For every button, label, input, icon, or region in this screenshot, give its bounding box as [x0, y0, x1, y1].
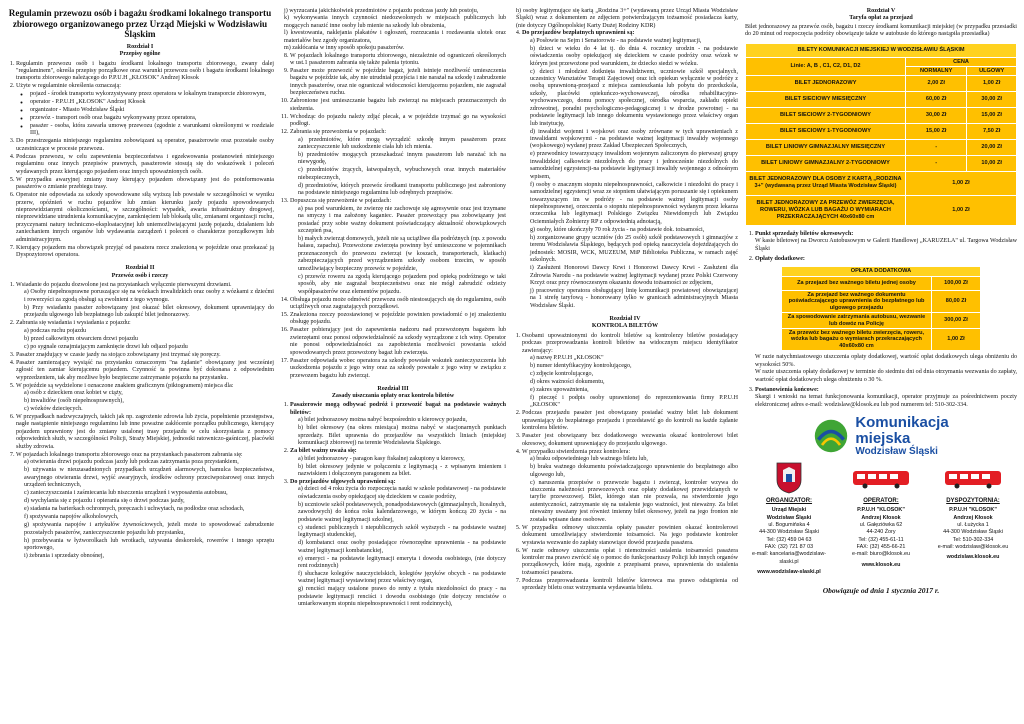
- definition-item: ◦ pojazd - środek transportu wykorzystywany przez operatora w lokalnym transporcie zbiorowym,: [30, 91, 274, 98]
- sub-item: g) spożywania napojów i artykułów żywnościowych, jeżeli może to spowodować zabrudzenie pozostałych pasażerów, zanieczyszczenie pojazdu lub przystanku,: [24, 522, 274, 536]
- sub-list: [290, 486, 506, 608]
- list-item: 7. Kierujący pojazdem ma obowiązek przyjąć od pasażera rzecz znalezioną w pojeździe oraz przekazać ją Dyspozytorowi operatora.: [16, 245, 274, 260]
- list-item: 8. W pojazdach lokalnego transportu zbiorowego, niezależnie od ograniczeń określonych w ust.1 pasażerom zabrania się także palenia tytoniu.: [290, 53, 506, 68]
- org-name: Urząd Miejski: [771, 507, 807, 514]
- list-item: [290, 402, 506, 447]
- table-row: [746, 155, 1017, 171]
- fare-normal: 2,00 Zł: [906, 75, 967, 91]
- fare-name: BILET LINIOWY GIMNAZJALNY MIESIĘCZNY: [746, 139, 906, 155]
- chapter-5-subtitle: Taryfa opłat za przejazd: [849, 15, 913, 22]
- sub-list: [290, 417, 506, 447]
- sub-item: d) wychylania się z pojazdu i opierania się o drzwi podczas jazdy,: [24, 498, 185, 505]
- list-item: 5. W przypadku odmowy uiszczenia opłaty pasażer powinien okazać kontrolerowi dokument umożliwiający stwierdzenie tożsamości. Na jego podstawie kontroler wystawia wezwanie do zapłaty stanowiące dowód przejazdu pasażera.: [522, 525, 738, 547]
- list-item: [16, 282, 274, 320]
- org-name-2: Andrzej Kłosok: [953, 514, 993, 521]
- org-phone: Tel: (32) 459 04 63: [766, 536, 812, 543]
- chapter-3-subtitle: Zasady uiszczania opłaty oraz kontrola biletów: [331, 393, 455, 399]
- fare-name: BILET SIECIOWY 2-TYGODNIOWY: [746, 107, 906, 123]
- sub-item: c) naruszenia przepisów o przewozie bagażu i zwierząt, kontroler wzywa do uiszczenia należności przewozowych oraz opłaty dodatkowej przewidzianych w taryfie przewozowej. Bilet, którego stan nie pozwala, na stwierdzenie jego autentyczności, zatrzymanie się na ustalenie jego ważności, jest nieważny. Za bilet nieważny uważany jest również imienny bilet okresowy, jeżeli na jego fronton nie została wpisane dane osobowe.: [530, 479, 738, 523]
- sub-item: b) przedmiotów mogących przeszkadzać innym pasażerom lub narażać ich na niewygodę,: [298, 151, 506, 166]
- surcharge-name: Za spowodowanie zatrzymania autobusu, wezwanie lub dowóz na Policję: [782, 313, 932, 329]
- fare-col-normal: NORMALNY: [906, 67, 967, 75]
- org-role: ORGANIZATOR:: [765, 498, 813, 505]
- chapter-5-heading: Rozdział V: [866, 8, 896, 14]
- surcharge-value: 1,00 Zł: [932, 329, 981, 351]
- fare-name: BILET SIECIOWY MIESIĘCZNY: [746, 91, 906, 107]
- org-phone: Tel: (32) 455-61-11: [858, 536, 904, 543]
- sub-item: f) spożywania napojów alkoholowych,: [24, 514, 119, 521]
- fare-reduced: 1,00 Zł: [967, 75, 1017, 91]
- list-item-text: Dopuszcza się przewożenie w pojazdach:: [290, 198, 392, 205]
- column-4: [745, 8, 1017, 720]
- sub-item: f) osoby o znacznym stopniu niepełnosprawności, całkowicie i niezdolni do pracy i samodzielnej egzystencji wraz ze stopniem ułatwiającym poruszanie się i opiekunem towarzyszącym im w podróży - na podstawie ważnej legitymacji osoby niepełnosprawnej, orzeczenia o stopniu niepełnosprawności wydanym przez lekarza orzecznika lub legitymacji Polskiego Związku Niewidomych lub Związku Ociemniałych Żołnierzy RP z odpowiednią adnotacją,: [530, 181, 738, 225]
- list-item-text: Osobami upoważnionymi do kontroli biletów są kontrolerzy biletów posiadający podczas przeprowadzania kontroli biletów na widocznym miejscu identyfikator zawierający:: [522, 332, 738, 354]
- discount-note: W razie natychmiastowego uiszczenia opłaty dodatkowej, wartość opłat dodatkowych ulega obniżeniu do wysokości 50%.: [755, 354, 1017, 368]
- list-item-text: Za bilet ważny uważa się:: [290, 448, 357, 455]
- sub-item: b) małych zwierząt domowych, jeżeli nie są uciążliwe dla podróżnych (np. z powodu hałasu, zapachu). Przewożone zwierzęta powinny być umieszczone w pojemnikach przeznaczonych do przewozu zwierząt (w koszach, transporterach, klatkach) zabezpieczających przed wyrządzeniem szkody osobom trzecim, w sposób umożliwiający bezpieczny przewóz w pojeździe,: [298, 236, 506, 272]
- sub-item: a) nazwę P.P.U.H „KŁOSOK": [530, 354, 604, 361]
- table-row: [746, 171, 1017, 195]
- sub-item: d) okres ważności dokumentu,: [530, 378, 605, 385]
- sub-item: d) kombatanci oraz osoby posiadające równorzędne uprawnienia - na podstawie ważnej legitymacji kombatanckiej,: [298, 540, 506, 554]
- list-item-text: Pasażerowie mogą odbywać podróż i przewozić bagaż na podstawie ważnych biletów:: [290, 402, 506, 416]
- org-address: ul. Łużycka 1: [957, 522, 989, 529]
- fare-table-lines: Linie: A, B , C1, C2, D1, D2: [746, 57, 906, 75]
- surcharge-value: 80,00 Zł: [932, 291, 981, 313]
- sub-item: d) inwalidzi wojenni i wojskowi oraz osoby zrównane w tych uprawnieniach z inwalidami wojskowymi - na podstawie ważnej legitymacji inwalidy wojennego (wojskowego) wydanej przez Zakład Ubezpieczeń Społecznych,: [530, 128, 738, 150]
- org-address: ul. Bogumińska 4: [768, 522, 810, 529]
- table-row: [782, 313, 981, 329]
- sub-list: [290, 456, 506, 479]
- logo-text-3: Wodzisław Śląski: [855, 445, 938, 457]
- list-item: [755, 256, 1017, 263]
- chapter-5-list: [745, 231, 1017, 264]
- dispatch-card: [929, 461, 1017, 576]
- list-item-text: Skargi i wnioski na temat funkcjonowania komunikacji, operator przyjmuje za pośrednictwem poczty elektronicznej adres e-mail: wodzislaw@klosok.eu lub pod numerem tel: 510-302-334.: [755, 394, 1017, 408]
- sub-list: [522, 38, 738, 311]
- surcharge-name: Za przewóz bez ważnego biletu zwierzęcia, roweru, wózka lub bagażu o wymiarach przekraczających 40x60x80 cm: [782, 329, 932, 351]
- chapter-3-heading: Rozdział III: [377, 385, 409, 392]
- list-item-text: Wsiadanie do pojazdu dozwolone jest na przystankach wyłącznie pierwszymi drzwiami.: [16, 281, 232, 288]
- list-item-text: Do przejazdów bezpłatnych uprawnieni są:: [522, 30, 635, 37]
- bus-logo-icon: [813, 418, 849, 454]
- contacts: [745, 461, 1017, 576]
- list-item: 3. Pasażer znajdujący w czasie jazdy na stojąco zobowiązany jest trzymać się poręczy.: [16, 352, 274, 359]
- logo-text-2: miejska: [855, 430, 911, 448]
- list-item: 1. Regulamin przewozu osób i bagażu środkami lokalnego transportu zbiorowego, zwany dalej "regulaminem", określa przepisy porządkowe oraz warunki przewozu osób i bagażu środkami lokalnego transportu zbiorowego należącego do P.P.U.H „KŁOSOK" Andrzej Kłosok: [16, 61, 274, 83]
- surcharge-name: Za przejazd bez ważnego dokumentu poświadczającego uprawnienia do bezpłatnego lub ulgowego przejazdu: [782, 291, 932, 313]
- sub-item: b) używania w nieuzasadnionych przypadkach urządzeń alarmowych, hamulca bezpieczeństwa, awaryjnego otwierania drzwi, wyjść awaryjnych, środków ochrony przeciwpożarowej oraz innych urządzeń technicznych,: [24, 467, 274, 489]
- list-item: [755, 231, 1017, 253]
- sub-item: c) zdjęcie kontrolującego,: [530, 370, 594, 377]
- sub-item: f) pieczęć i podpis osoby uprawnionej do reprezentowania firmy P.P.U.H „KŁOSOK": [530, 395, 738, 409]
- fare-name: BILET JEDNORAZOWY DLA OSOBY Z KARTĄ „RODZINA 3+" (wydawaną przez Urząd Miasta Wodzisław Śląski): [746, 171, 906, 195]
- chapter-1-subtitle: Przepisy ogólne: [119, 51, 161, 58]
- surcharge-name: Za przejazd bez ważnego biletu jednej osoby: [782, 277, 932, 291]
- org-city: 44-300 Wodzisław Śląski: [759, 529, 819, 536]
- fare-price: 1,00 Zł: [906, 195, 1017, 225]
- surcharge-title: OPŁATA DODATKOWA: [782, 267, 981, 277]
- definition-item: ◦ organizator - Miasto Wodzisław Śląski: [30, 107, 274, 114]
- chapter-3-list: [280, 402, 506, 608]
- org-role: OPERATOR:: [863, 498, 899, 505]
- list-item: 9. Pasażer może przewozić w pojeździe bagaż, jeżeli istnieje możliwość umieszczenia bagażu w pojeździe tak, aby nie utrudniał przejścia i nie narażał na szkodę i zabrudzenie innych pasażerów, oraz nie ograniczał widoczności kierującemu pojazdem, nie zagrażał bezpieczeństwu ruchu.: [290, 68, 506, 98]
- sub-list: [290, 137, 506, 198]
- org-address: ul. Gałęziówka 62: [859, 522, 903, 529]
- fare-name: BILET SIECIOWY 1-TYGODNIOWY: [746, 123, 906, 139]
- sub-item: b) braku ważnego dokumentu poświadczającego uprawnienie do bezpłatnego albo ulgowego lub,: [530, 464, 738, 478]
- sub-item: j) pracownicy operatora obsługującej linię komunikacji powiatowej obowiązującej na 1 strefę taryfową - honorowany tylko w granicach administracyjnych Miasta Wodzisław Śląski.: [530, 287, 738, 309]
- org-website-link[interactable]: www.klosok.eu: [861, 561, 901, 568]
- list-item: [522, 30, 738, 310]
- fare-reduced: 7,50 Zł: [967, 123, 1017, 139]
- fare-name: BILET JEDNORAZOWY: [746, 75, 906, 91]
- fare-col-reduced: ULGOWY: [967, 67, 1017, 75]
- list-item-text: Zabrania się przewożenia w pojazdach:: [290, 129, 387, 136]
- sub-item: e) zakres upoważnienia,: [530, 386, 589, 393]
- sub-item: b) uczniowie szkół podstawowych, ponadpodstawowych (gimnazjalnych, licealnych, zawodowych) do końca roku kalendarzowego, w którym kończą 20 życia - na podstawie ważnej legitymacji szkolnej,: [298, 501, 506, 523]
- list-item: 15. Znaleziona rzeczy pozostawionej w pojeździe powinien powiadomić o jej znalezieniu obsługę pojazdu.: [290, 312, 506, 327]
- sub-list: [16, 459, 274, 560]
- list-item: [16, 83, 274, 137]
- sub-list: [280, 8, 506, 53]
- list-item: [522, 333, 738, 410]
- org-phone: Tel: 510-302-334: [952, 536, 994, 543]
- list-item: [16, 320, 274, 351]
- city-crest-icon: [776, 462, 802, 494]
- sub-item: a) osób z dzieckiem oraz kobiet w ciąży,: [24, 389, 123, 396]
- chapter-4-subtitle: KONTROLA BILETÓW: [591, 323, 659, 330]
- sub-item: e) siadania na barierkach ochronnych, poręczach i uchwytach, na podłodze oraz schodach,: [24, 506, 245, 513]
- definitions-intro: Użyte w regulaminie określenia oznaczają:: [16, 83, 121, 90]
- org-city: 44-240 Żory: [866, 529, 896, 536]
- fare-reduced: 20,00 Zł: [967, 139, 1017, 155]
- chapter-1-list: [6, 61, 274, 260]
- sub-item: b) dzieci w wieku do 4 lat tj. do dnia 4. rocznicy urodzin - na podstawie oświadczenia osoby opiekującej się dzieckiem w czasie podróży oraz wózek w którym jest przewożone pod warunkiem, że dziecko siedzi w wózku.: [530, 45, 738, 67]
- org-name-2: Andrzej Kłosok: [861, 514, 901, 521]
- chapter-2-subtitle: Przewóz osób i rzeczy: [111, 272, 169, 279]
- sub-list: [16, 328, 274, 351]
- sub-item: e) emeryci - na podstawie legitymacji emeryta i dowodu osobistego, (nie dotyczy rent rodzinnych): [298, 555, 506, 570]
- logo-text-1: Komunikacja: [855, 414, 949, 432]
- sub-item: g) renciści mający ustalone prawo do renty z tytułu niezdolności do pracy - na podstawie legitymacji renciści i dowodu osobistego (nie dotyczy rencistów o umiarkowanym stopniu niepełnosprawności i rent rodzinnych),: [298, 586, 506, 608]
- sub-list: [16, 289, 274, 319]
- sub-item: c) wózków dziecięcych.: [24, 406, 83, 413]
- table-row: [782, 291, 981, 313]
- sub-item: a) bilet jednorazowy można nabyć bezpośrednio u kierowcy pojazdu,: [298, 417, 468, 424]
- sub-item: c) po sygnale oznajmiającym zamknięcie drzwi lub odjazd pojazdu: [24, 343, 188, 350]
- sub-item: a) bilet jednorazowy - paragon kasy fiskalnej zakupiony u kierowcy,: [298, 455, 465, 462]
- sub-item: h) zorganizowane grupy uczniów (do 25 osób) szkół podstawowych i gimnazjów z terenu Wodzisławia Śląskiego, będących pod opieką nauczyciela dojeżdżających do jednostek: MOSIR, WCK, MUZEUM, MiP Biblioteka Publiczna, w ramach zajęć szkolnych.: [530, 234, 738, 264]
- org-fax: FAX: (32) 721 87 03: [764, 543, 814, 550]
- list-item: [522, 449, 738, 524]
- org-name: P.P.U.H "KLOSOK": [857, 507, 905, 514]
- list-item-text: W pojazdach lokalnego transportu zbiorowego oraz na przystankach pasażerom zabrania się:: [16, 451, 243, 458]
- list-item: [16, 452, 274, 561]
- list-item: 6. W razie odmowy uiszczenia opłat i niemożności ustalenia tożsamości pasażera kontroler ma prawo zwrócić się o pomoc do funkcjonariuszy Policji lub innych organów porządkowych, które mają, zgodnie z przepisami prawa, uprawnienia do ustalenia tożsamości pasażera.: [522, 548, 738, 578]
- list-item: [290, 198, 506, 296]
- org-city: 44-300 Wodzisław Śląski: [943, 529, 1003, 536]
- chapter-5-list-cont: [745, 387, 1017, 409]
- list-item: 16. Pasażer pobierający jest do zapewnienia nadzoru nad przewożonym bagażem lub zwierzętami oraz ponosi odpowiedzialność za szkody wyrządzone z ich winy. Operator nie ponosi odpowiedzialności za zapobieżenia możliwości powstania szkód spowodowanych przez przewożony bagaż lub zwierzęta.: [290, 327, 506, 357]
- sub-item: a) Posłowie na Sejm i Senatorowie - na podstawie ważnej legitymacji,: [530, 37, 702, 44]
- list-item-title: Postanowienia końcowe:: [755, 387, 819, 394]
- sub-item: i) żebrania i sprzedaży obnośnej,: [24, 552, 105, 559]
- list-item: 14. Obsługa pojazdu może odmówić przewozu osób niestosujących się do regulaminu, osób uciążliwych oraz zagrażających porządkowi.: [290, 297, 506, 312]
- list-item-text: W pojeździe są wydzielone i oznaczone znakiem graficznym (piktogramem) miejsca dla:: [16, 382, 234, 389]
- table-row: [782, 329, 981, 351]
- klosok-logo-icon: [851, 467, 911, 489]
- sub-item: b) bilet okresowy (na okres miesiąca) można nabyć w stacjonarnych punktach sprzedaży. Bilet uprawnia do przejazdów na wszystkich liniach (miejskiej komunikacji zbiorowej) na terenie Wodzisławia Śląskiego.: [298, 425, 506, 447]
- org-website-link[interactable]: wodzislaw.klosok.eu: [946, 554, 1000, 561]
- sub-item: a) Osoby niepełnosprawne poruszające się na wózkach inwalidzkich oraz osoby z wózkami z dziećmi i rowerzyści za zgodą obsługi są zwolnieni z tego wymogu.: [24, 289, 274, 303]
- discount-note-2: W razie uiszczenia opłaty dodatkowej w terminie do siedmiu dni od dnia otrzymania wezwania do zapłaty, wartość opłat dodatkowych ulega obniżeniu o 30 %.: [755, 369, 1017, 383]
- sub-item: b) bilet okresowy jedynie w połączeniu z legitymacją - z wpisanym imieniem i nazwiskiem i dołączonym paragonem za bilet.: [298, 463, 506, 477]
- fare-reduced: 15,00 Zł: [967, 107, 1017, 123]
- sub-item: b) Przy wsiadaniu pasażer zobowiązany jest okazać bilet okresowy, dokument uprawniający do przejazdu ulgowego lub bezpłatnego lub zakupić bilet jednorazowy.: [24, 304, 274, 319]
- fare-normal: 30,00 Zł: [906, 107, 967, 123]
- sub-item: e) przewodnicy towarzyszący inwalidom wojennym zaliczonym do pierwszej grupy inwalidzkiej całkowicie niezdolnych do pracy i jednocześnie niezdolnych do samodzielnej egzystencji-na podstawie legitymacji inwalidy wojennego z odnośnym wpisem,: [530, 151, 738, 180]
- list-item: 4. Pasażer zamierzający wysiąść na przystanku oznaczonym "na żądanie" obowiązany jest wcześniej zgłosić ten zamiar kierującemu pojazdem. Czynność ta powinna być dokonana z odpowiednim wyprzedzeniem, tak aby możliwe było bezpieczne zatrzymanie pojazdu na przystanku.: [16, 360, 274, 382]
- chapter-2-heading: Rozdział II: [125, 265, 155, 272]
- list-item: 6. W przypadkach nadzwyczajnych, takich jak np. zagrożenie zdrowia lub życia, popełnienie przestępstwa, nagłe nastąpienie niniejszego regulaminu lub inne poważne zakłócenie porządku publicznego, kierujący pojazdem uprawniony jest do zmiany ustalonej trasy przejazdu w celu skorzystania z pomocy odpowiednich służb, w szczególności Policji, Straży Miejskiej, jednostki ratowniczo-gaśniczej, placówki służby zdrowia.: [16, 414, 274, 451]
- definitions-list: [16, 91, 274, 138]
- sub-item: b) przed całkowitym otwarciem drzwi pojazdu: [24, 335, 138, 342]
- list-item: 3. Do przestrzegania niniejszego regulaminu zobowiązani są operator, pasażerowie oraz pozostałe osoby uczestniczące w procesie przewozu.: [16, 138, 274, 153]
- fare-reduced: 30,00 Zł: [967, 91, 1017, 107]
- list-item: 5. W przypadku awaryjnej zmiany trasy kierujący pojazdem obowiązany jest do poinformowania pasażerów o zmianie przebiegu trasy.: [16, 177, 274, 192]
- list-item: [290, 479, 506, 609]
- sub-item: c) przewóz roweru za zgodą kierującego pojazdem pod opieką podróżnego w taki sposób, aby nie zagrażał bezpieczeństwu oraz nie mógł zabrudzić odzieży współpasażerów oraz elementów pojazdu.: [298, 273, 506, 295]
- table-row: [746, 123, 1017, 139]
- sub-item: g) osoby, które ukończyły 70 rok życia - na podstawie dok. tożsamości,: [530, 226, 705, 233]
- sub-list: [522, 355, 738, 410]
- list-item-text: Do przejazdów ulgowych uprawnieni są:: [290, 479, 396, 486]
- sub-item: f) słuchacze kolegiów nauczycielskich, kolegiów języków obcych - na podstawie ważnej legitymacji wystawionej przez właściwy organ,: [298, 571, 506, 585]
- sub-item: i) Zasłużeni Honorowi Dawcy Krwi i Honorowi Dawcy Krwi - Zasłużeni dla Zdrowia Narodu - na podstawie ważnej legitymacji wydanej przez Polski Czerwony Krzyż oraz przy równoczesnym okazaniu dowodu tożsamości ze zdjęciem,: [530, 265, 738, 286]
- chapter-3-list-cont: [512, 30, 738, 310]
- fare-normal: 15,00 Zł: [906, 123, 967, 139]
- list-item: 3. Pasażer jest obowiązany bez dodatkowego wezwania okazać kontrolerowi bilet okresowy, dokument uprawniający do przejazdu ulgowego.: [522, 433, 738, 448]
- column-2: [280, 8, 506, 720]
- surcharge-value: 100,00 Zł: [932, 277, 981, 291]
- sub-list: [16, 390, 274, 413]
- operator-card: [837, 461, 925, 576]
- chapter-2-list-cont: [280, 53, 506, 380]
- org-role: DYSPOZYTORNIA:: [946, 498, 1000, 505]
- sub-item: a) podczas ruchu pojazdu: [24, 327, 87, 334]
- sub-list: [512, 8, 738, 30]
- fare-name: BILET JEDNORAZOWY ZA PRZEWÓZ ZWIERZĘCIA, ROWERU, WÓZKA LUB BAGAŻU O WYMIARACH PRZEKRACZAJĄCYCH 40x60x80 cm: [746, 195, 906, 225]
- list-item: [755, 387, 1017, 409]
- org-fax: FAX: (32) 455-66-21: [856, 543, 906, 550]
- table-row: [746, 139, 1017, 155]
- definition-item: ◦ operator - P.P.U.H „KŁOSOK" Andrzej Kłosok: [30, 99, 274, 106]
- table-row: [746, 91, 1017, 107]
- sub-list: [290, 206, 506, 296]
- sub-item: d) przedmiotów, których przewóz środkami transportu publicznego jest zabroniony na podstawie niniejszego regulaminu lub odrębnych przepisów.: [298, 182, 506, 197]
- fare-intro: Bilet jednorazowy za przewóz osób, bagażu i rzeczy środkami komunikacji miejskiej (w przypadku przesiadki do 20 minut od rozpoczęcia podróży obowiązuje także w autobusie do którego nastąpiła przesiadka): [745, 23, 1017, 38]
- chapter-4-list: [512, 333, 738, 593]
- sub-item: c) studenci publicznych i niepublicznych szkół wyższych - na podstawie ważnej legitymacji studenckiej,: [298, 524, 506, 539]
- chapter-2-list: [6, 282, 274, 560]
- sub-item: a) przedmiotów, które mogą wyrządzić szkodę innym pasażerom przez zanieczyszczenie lub uszkodzenie ciała lub ich mienia.: [298, 136, 506, 150]
- org-email[interactable]: e-mail: wodzislaw@klosok.eu: [937, 543, 1009, 550]
- fare-name: BILET LINIOWY GIMNAZJALNY 2-TYGODNIOWY: [746, 155, 906, 171]
- sub-item: a) braku odpowiedniego lub ważnego biletu lub,: [530, 456, 648, 463]
- list-item-text: W przypadku stwierdzenia przez kontrolera:: [522, 448, 631, 455]
- fare-table: [745, 43, 1017, 226]
- table-row: [782, 277, 981, 291]
- list-item: 4. Podczas przewozu, w celu zapewnienia bezpieczeństwa i egzekwowania postanowień niniejszego regulaminu oraz innych przepisów prawnych, pasażerowie stosują się do wskazówek i poleceń wydawanych przez kierującego pojazdem oraz innych upoważnionych osób.: [16, 154, 274, 176]
- org-website-link[interactable]: www.wodzislaw-slaski.pl: [757, 568, 821, 575]
- surcharge-value: 300,00 Zł: [932, 313, 981, 329]
- org-name: P.P.U.H "KLOSOK": [949, 507, 997, 514]
- column-1: [6, 8, 274, 720]
- sub-item: a) psa pod warunkiem, że zwierzę nie zachowuje się agresywnie oraz jest trzymane na smyczy i ma założony kaganiec. Pasażer przewożący psa zobowiązany jest posiadać przy sobie ważny dokument poświadczający aktualność obowiązkowych szczepień psa,: [298, 205, 506, 234]
- surcharge-table: [781, 266, 981, 351]
- org-email[interactable]: e-mail: kancelaria@wodzislaw-slaski.pl: [751, 551, 827, 565]
- sub-item: h) przebywania w łyżworolkach lub wrotkach, używania deskorolek, rowerów i innego sprzętu sportowego,: [24, 537, 274, 551]
- sub-item: h) osoby legitymujące się kartą „Rodzina 3+" (wydawaną przez Urząd Miasta Wodzisław Śląski) wraz z dokumentem ze zdjęciem potwierdzającym tożsamość posiadacza karty, (nie dotyczy Ogólnopolskiej Karty Dużej Rodziny KDR): [516, 8, 738, 29]
- list-item-text: W kasie biletowej na Dworcu Autobusowym w Galerii Handlowej „KARUZELA" ul. Targowa Wodzisław Śląski: [755, 238, 1017, 252]
- list-item-title: Opłaty dodatkowe:: [755, 255, 805, 262]
- table-row: [746, 75, 1017, 91]
- fare-table-price-header: CENA: [906, 57, 1017, 67]
- sub-item: c) przedmiotów żrących, łatwopalnych, wybuchowych oraz innych materiałów niebezpiecznych,: [298, 167, 506, 181]
- komunikacja-miejska-logo: [745, 415, 1017, 457]
- org-email[interactable]: e-mail: biuro@klosok.eu: [852, 551, 910, 558]
- chapter-1-heading: Rozdział I: [126, 43, 154, 50]
- definition-item: ◦ przewóz - transport osób oraz bagażu wykonywany przez operatora,: [30, 115, 274, 122]
- table-row: [746, 107, 1017, 123]
- list-item: 11. Wchodząc do pojazdu należy zdjąć plecak, a w pojeździe trzymać go na wysokości podłogi.: [290, 114, 506, 129]
- list-item: 6. Operator nie odpowiada za szkody spowodowane siłą wyższą lub powstałe w szczególności w wyniku przerw, opóźnień w ruchu pojazdów lub zmian kierunku jazdy pojazdu spowodowanych nieprzewidzianymi okolicznościami, w szczególności: wypadek, awaria infrastruktury drogowej, nieprzewidziane utrudnienia komunikacyjne, zamknięciem lub blokadą ulic, zmianami organizacji ruchu, przyczynami natury techniczno-eksploatacyjnej lub uniemożliwiającymi jazdę pojazdu, działaniem lub zaniechaniem innych organów lub wydawania zarządzeń i poleceń o charakterze porządkowym lub administracyjnym.: [16, 192, 274, 244]
- fare-price: 1,00 Zł: [906, 171, 1017, 195]
- fare-table-title: BILETY KOMUNIKACJI MIEJSKIEJ W WODZISŁAWIU ŚLĄSKIM: [746, 43, 1017, 57]
- document-title: Regulamin przewozu osób i bagażu środkami lokalnego transportu zbiorowego organizowanego przez Urząd Miejski w Wodzisławiu Śląskim: [8, 8, 272, 40]
- list-item: [290, 448, 506, 478]
- sub-item: b) inwalidów (osób niepełnosprawnych),: [24, 398, 124, 404]
- list-item: 17. Pasażer odpowiada wobec operatora za szkody powstałe wskutek zanieczyszczenia lub uszkodzenia pojazdu z jego winy oraz za szkody powstałe z jego winy w związku z przewozem bagażu lub zwierząt.: [290, 358, 506, 380]
- effective-date: Obowiązuje od dnia 1 stycznia 2017 r.: [822, 586, 940, 596]
- definition-item: ◦ pasażer - osoba, która zawarła umowę przewozu (zgodnie z warunkami określonymi w rozdziale III),: [30, 123, 274, 138]
- sub-item: a) otwierania drzwi pojazdu podczas jazdy lub podczas zatrzymania poza przystankiem,: [24, 459, 239, 466]
- sub-item: j) wyrzucania jakichkolwiek przedmiotów z pojazdu podczas jazdy lub postoju,: [284, 8, 479, 14]
- fare-reduced: 10,00 Zł: [967, 155, 1017, 171]
- list-item: [16, 383, 274, 414]
- sub-item: l) kwestowania, naklejania plakatów i ogłoszeń, rozrzucania i rozdawania ulotek oraz materiałów bez zgody organizatora,: [284, 30, 506, 44]
- organizer-card: [745, 461, 833, 576]
- fare-normal: -: [906, 139, 967, 155]
- sub-item: m) zakłócania w inny sposób spokoju pasażerów.: [284, 45, 405, 52]
- sub-item: a) dzieci od 4 roku życia do rozpoczęcia nauki w szkole podstawowej - na podstawie oświadczenia osoby opiekującej się dzieckiem w czasie podróży,: [298, 486, 506, 500]
- org-name-2: Wodzisław Śląski: [766, 514, 812, 521]
- fare-normal: 60,00 Zł: [906, 91, 967, 107]
- list-item: 7. Podczas przeprowadzania kontroli biletów kierowca ma prawo odstąpienia od sprzedaży biletu oraz wstrzymania wydawania biletu.: [522, 578, 738, 593]
- list-item-title: Punkt sprzedaży biletów okresowych:: [755, 230, 854, 237]
- sub-item: c) dzieci i młodzież dotknięta inwalidztwem, uczniowie szkół specjalnych, uczestnicy Warsztatów Terapii Zajęciowej oraz ich opiekun wyłącznie w podróży z osobą uprawnioną-przejazd z miejsca zamieszkania lub pobytu do przedszkola, szkoły, placówki opiekuńczo-wychowawczej, ośrodka rehabilitacyjno-wychowawczego, domu pomocy społecznej, ośrodka wsparcia, zakładu opieki zdrowotnej, poradni psychologiczno-pedagogicznej i w drodze powrotnej - na podstawie legitymacji lub innego dokumentu wystawionego przez właściwy organ lub instytucję,: [530, 68, 738, 127]
- table-row: [746, 195, 1017, 225]
- sub-list: [522, 456, 738, 524]
- sub-item: k) wykonywania innych czynności niedozwolonych w miejscach publicznych lub mogących narazić inne osoby lub mienie na szkody lub obrażenia,: [284, 15, 506, 29]
- fare-normal: -: [906, 155, 967, 171]
- list-item: 2. Podczas przejazdu pasażer jest obowiązany posiadać ważny bilet lub dokument uprawniający do bezpłatnego przejazdu i przedstawić go do kontroli na każde żądanie kontrolera biletów.: [522, 410, 738, 432]
- sub-item: b) numer identyfikacyjny kontrolującego,: [530, 362, 632, 369]
- list-item: 10. Zabronione jest umieszczanie bagażu lub zwierząt na miejscach przeznaczonych do siedzenia.: [290, 98, 506, 113]
- klosok-logo-icon: [943, 467, 1003, 489]
- sub-item: c) zanieczyszczania i zaśmiecania lub niszczenia urządzeń i wyposażenia autobusu,: [24, 490, 228, 497]
- chapter-4-heading: Rozdział IV: [609, 315, 641, 322]
- list-item-text: Zabrania się wsiadania i wysiadania z pojazdu:: [16, 320, 131, 327]
- list-item: [290, 129, 506, 198]
- column-3: [512, 8, 738, 720]
